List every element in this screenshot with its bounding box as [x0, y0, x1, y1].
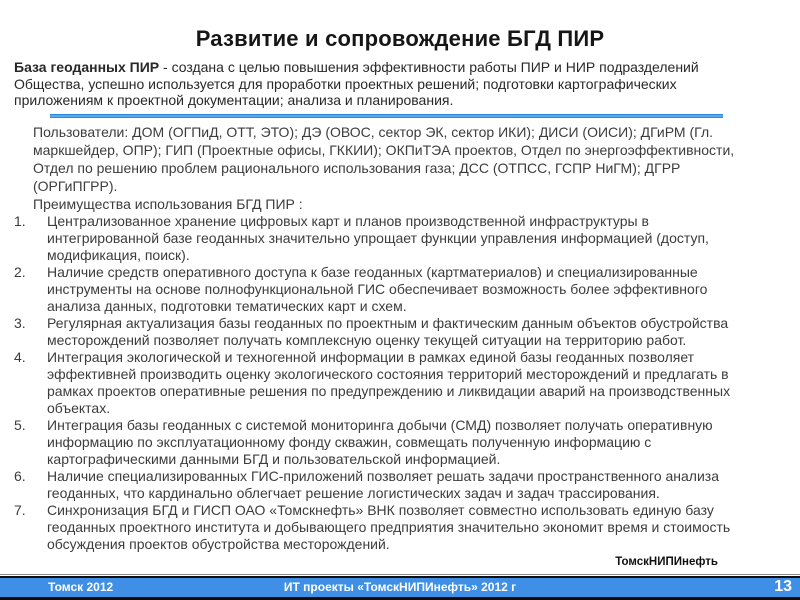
page-title: Развитие и сопровождение БГД ПИР — [195, 26, 605, 51]
intro-lead: База геоданных ПИР — [14, 59, 160, 75]
company-logo-text: ТомскНИПИнефть — [615, 556, 718, 568]
users-paragraph: Пользователи: ДОМ (ОГПиД, ОТТ, ЭТО); ДЭ (ОВОС, сектор ЭК, сектор ИКИ); ДИСИ (ОИСИ); ДГиРМ (Гл. маркшейдер, ОПР); ГИП (Проектные офисы, ГККИИ); ОКПиТЭА проектов, Отдел по энергоэффективности, Отдел по решению проблем рационального использования газа; ДСС (ОТПСС, ГСПР НиГМ); ДГРР (ОРГиПГРР). — [33, 124, 735, 194]
list-item: Наличие специализированных ГИС-приложений позволяет решать задачи пространственного анализа геоданных, что кардинально облегчает решение логистических задач и задач трассирования. — [47, 468, 719, 501]
list-item: Интеграция базы геоданных с системой мониторинга добычи (СМД) позволяет получать оперативную информацию по эксплуатационному фонду скважин, совмещать полученную информацию с картографическими данными БГД и пользовательской информацией. — [47, 417, 713, 467]
list-item: Интеграция экологической и техногенной информации в рамках единой базы геоданных позволяет эффективней производить оценку экологического состояния территорий месторождений и предлагать в рамках проектов оперативные решения по предупреждению и ликвидации аварий на производственных объектах. — [47, 349, 731, 416]
footer — [0, 574, 800, 600]
advantages-list — [33, 213, 761, 553]
intro-text: - создана с целью повышения эффективности работы ПИР и НИР подразделений Общества, успешно используется для проработки проектных решений; подготовки картографических приложениям к проектной документации; анализа и планирования. — [14, 59, 699, 108]
page-number: 13 — [774, 578, 792, 595]
list-item: Регулярная актуализация базы геоданных по проектным и фактическим данным объектов обустройства месторождений позволяет получать комплексную оценку текущей ситуации на территорию работ. — [47, 315, 729, 348]
slide-body — [33, 123, 761, 553]
footer-left-text: Томск 2012 — [48, 580, 114, 594]
list-item: Централизованное хранение цифровых карт и планов производственной инфраструктуры в интегрированной базе геоданных значительно упрощает функции управления информацией (доступ, модификация, поиск). — [47, 213, 709, 263]
divider-line — [50, 114, 723, 118]
list-item: Синхронизация БГД и ГИСП ОАО «Томскнефть» ВНК позволяет совместно использовать единую базу геоданных проектного института и добывающего предприятия значительно экономит время и стоимость обсуждения проектов обустройства месторождений. — [47, 502, 731, 552]
advantages-heading: Преимущества использования БГД ПИР : — [33, 196, 303, 212]
footer-center-text: ИТ проекты «ТомскНИПИнефть» 2012 г — [283, 580, 517, 594]
list-item: Наличие средств оперативного доступа к базе геоданных (картматериалов) и специализированные инструменты на основе полнофункциональной ГИС обеспечивает возможность более эффективного анализа данных, подготовки тематических карт и схем. — [47, 264, 708, 314]
footer-rule-thin — [0, 574, 800, 575]
intro-paragraph — [14, 59, 754, 109]
footer-bar — [0, 578, 800, 600]
